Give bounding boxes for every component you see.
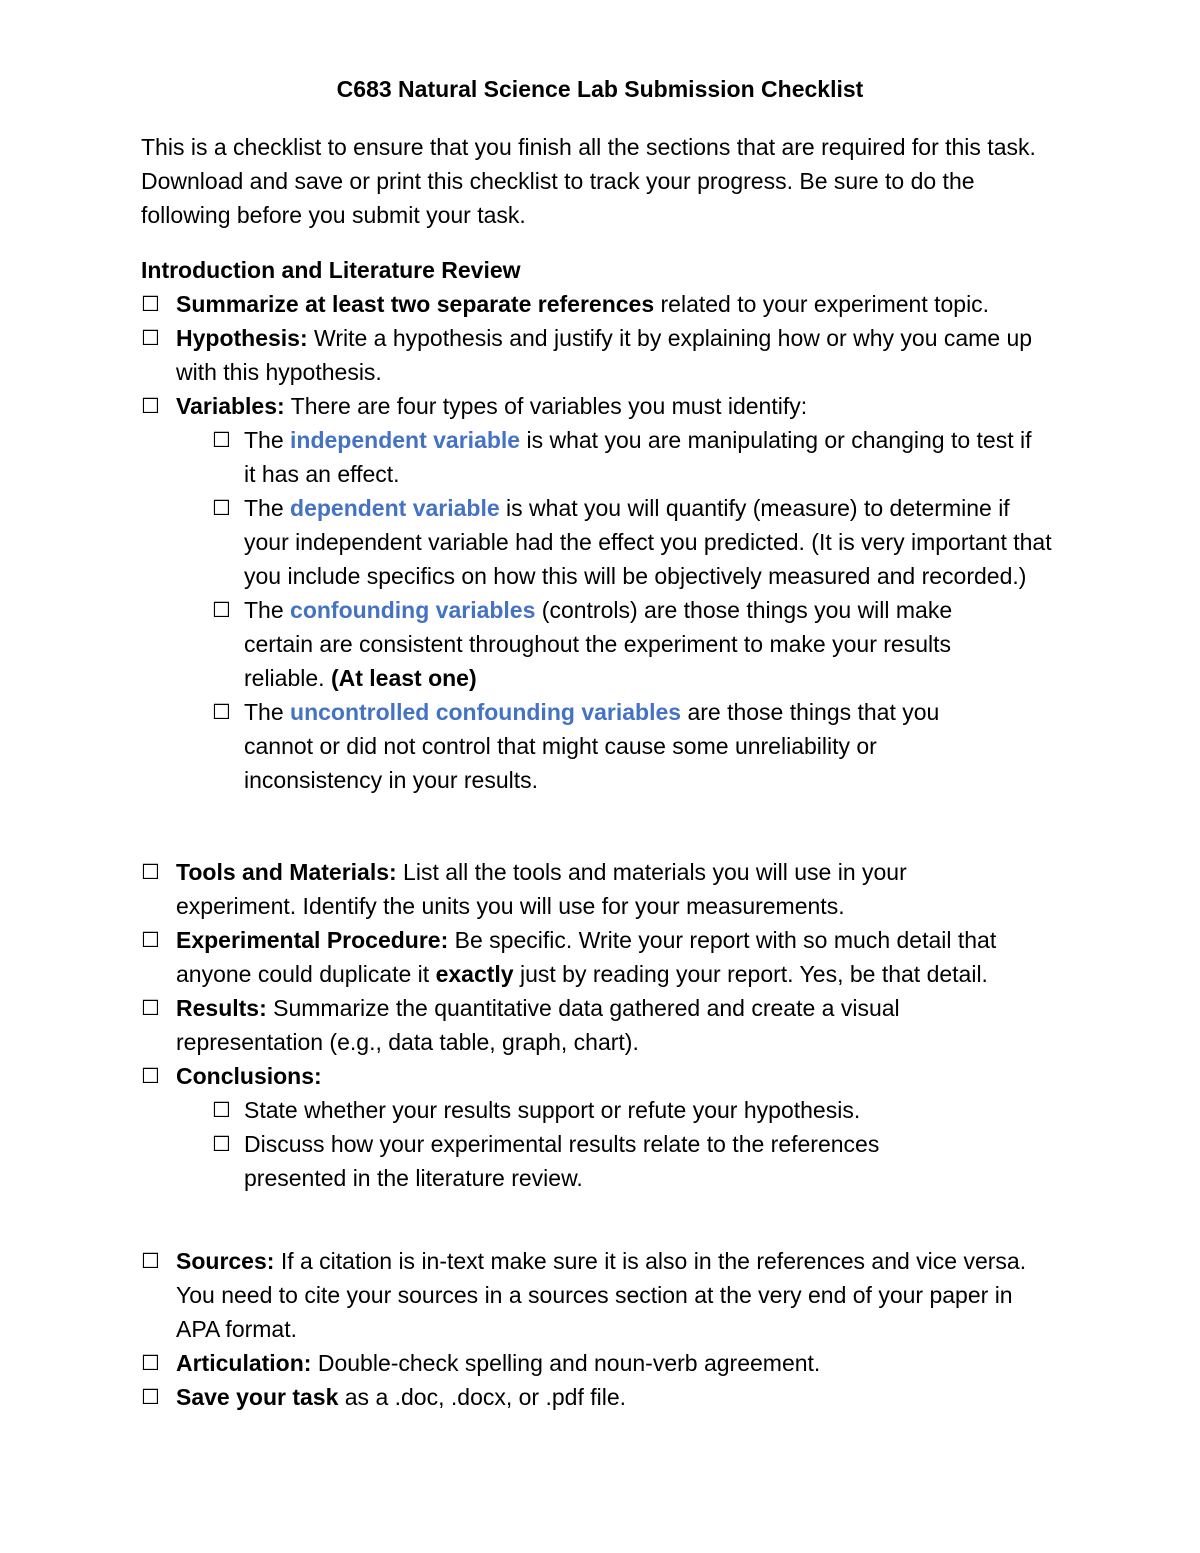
checkbox-icon[interactable]: ☐ (141, 996, 160, 1020)
checkbox-icon[interactable]: ☐ (141, 292, 160, 316)
checkbox-icon[interactable]: ☐ (141, 1249, 160, 1273)
checklist-subitem-independent[interactable] (212, 423, 1034, 491)
checklist-item-procedure[interactable] (141, 923, 1016, 991)
checklist-item-hypothesis[interactable] (141, 321, 1036, 389)
item-pre: The (244, 597, 291, 623)
term-confounding-variables: confounding variables (290, 597, 536, 623)
item-text: is what you are manipulating or changing to test if it has an effect. (244, 427, 1032, 487)
item-text: related to your experiment topic. (654, 291, 990, 317)
checklist-subitem-conclusion-state[interactable] (212, 1093, 1034, 1127)
item-text: Discuss how your experimental results relate to the references presented in the literature review. (244, 1131, 880, 1191)
checkbox-icon[interactable]: ☐ (212, 1098, 231, 1122)
item-bold: Summarize at least two separate references (176, 291, 655, 317)
checkbox-icon[interactable]: ☐ (141, 1385, 160, 1409)
item-bold: Tools and Materials: (176, 859, 397, 885)
item-pre: The (244, 699, 291, 725)
item-bold: Variables: (176, 393, 285, 419)
checklist-final-group (141, 1244, 1061, 1414)
item-text: There are four types of variables you must identify: (284, 393, 808, 419)
item-pre: The (244, 427, 291, 453)
checklist-item-sources[interactable] (141, 1244, 1046, 1346)
checklist-item-conclusions[interactable] (141, 1059, 1061, 1093)
item-text: is what you will quantify (measure) to determine if your independent variable had the effect you predicted. (It is very important that you include specifics on how this will be objectively measured and recorded.) (244, 495, 1052, 589)
checkbox-icon[interactable]: ☐ (141, 326, 160, 350)
item-bold: Hypothesis: (176, 325, 308, 351)
checklist-subitem-conclusion-discuss[interactable] (212, 1127, 984, 1195)
checkbox-icon[interactable]: ☐ (212, 496, 231, 520)
checklist-intro-group (141, 287, 1061, 797)
section-heading-intro-literature: Introduction and Literature Review (141, 257, 521, 283)
checkbox-icon[interactable]: ☐ (212, 700, 231, 724)
item-bold: Conclusions: (176, 1063, 322, 1089)
checkbox-icon[interactable]: ☐ (212, 1132, 231, 1156)
checkbox-icon[interactable]: ☐ (212, 598, 231, 622)
checkbox-icon[interactable]: ☐ (141, 860, 160, 884)
item-text-2: just by reading your report. Yes, be that detail. (513, 961, 988, 987)
checklist-subitem-confounding[interactable] (212, 593, 1014, 695)
checklist-item-save[interactable] (141, 1380, 1061, 1414)
item-bold-exactly: exactly (435, 961, 514, 987)
term-uncontrolled-confounding-variables: uncontrolled confounding variables (290, 699, 682, 725)
checkbox-icon[interactable]: ☐ (212, 428, 231, 452)
item-bold: Sources: (176, 1248, 275, 1274)
item-text: If a citation is in-text make sure it is also in the references and vice versa. You need to cite your sources in a sources section at the very end of your paper in APA format. (176, 1248, 1027, 1342)
item-text: State whether your results support or refute your hypothesis. (244, 1097, 861, 1123)
item-bold-tail: (At least one) (330, 665, 477, 691)
intro-paragraph: This is a checklist to ensure that you finish all the sections that are required for this task. Download and save or print this checklist to track your progress. Be sure to do the following before you submit your task. (141, 134, 1036, 228)
item-text: Summarize the quantitative data gathered and create a visual representation (e.g., data table, graph, chart). (176, 995, 900, 1055)
checklist-subitem-dependent[interactable] (212, 491, 1059, 593)
item-bold: Save your task (176, 1384, 339, 1410)
item-text: Double-check spelling and noun-verb agreement. (311, 1350, 821, 1376)
checklist-item-tools[interactable] (141, 855, 1006, 923)
item-bold: Experimental Procedure: (176, 927, 449, 953)
item-bold: Results: (176, 995, 267, 1021)
checklist-subitem-uncontrolled[interactable] (212, 695, 1014, 797)
checklist-item-results[interactable] (141, 991, 1006, 1059)
item-pre: The (244, 495, 291, 521)
item-text: (controls) are those things you will make certain are consistent throughout the experiment to make your results reliable. (244, 597, 953, 691)
checkbox-icon[interactable]: ☐ (141, 1064, 160, 1088)
item-text: as a .doc, .docx, or .pdf file. (338, 1384, 627, 1410)
item-bold: Articulation: (176, 1350, 312, 1376)
checklist-item-variables[interactable] (141, 389, 1061, 423)
document-title: C683 Natural Science Lab Submission Checklist (336, 76, 864, 102)
term-independent-variable: independent variable (290, 427, 521, 453)
checkbox-icon[interactable]: ☐ (141, 928, 160, 952)
item-text: Be specific. Write your report with so much detail that anyone could duplicate it (176, 927, 997, 987)
checklist-item-articulation[interactable] (141, 1346, 1061, 1380)
item-text: are those things that you cannot or did not control that might cause some unreliability or inconsistency in your results. (244, 699, 940, 793)
checklist-methods-group (141, 855, 1061, 1195)
item-text: Write a hypothesis and justify it by explaining how or why you came up with this hypothesis. (176, 325, 1033, 385)
checklist-item-references[interactable] (141, 287, 1061, 321)
term-dependent-variable: dependent variable (290, 495, 500, 521)
item-text: List all the tools and materials you will use in your experiment. Identify the units you will use for your measurements. (176, 859, 907, 919)
checkbox-icon[interactable]: ☐ (141, 394, 160, 418)
checkbox-icon[interactable]: ☐ (141, 1351, 160, 1375)
